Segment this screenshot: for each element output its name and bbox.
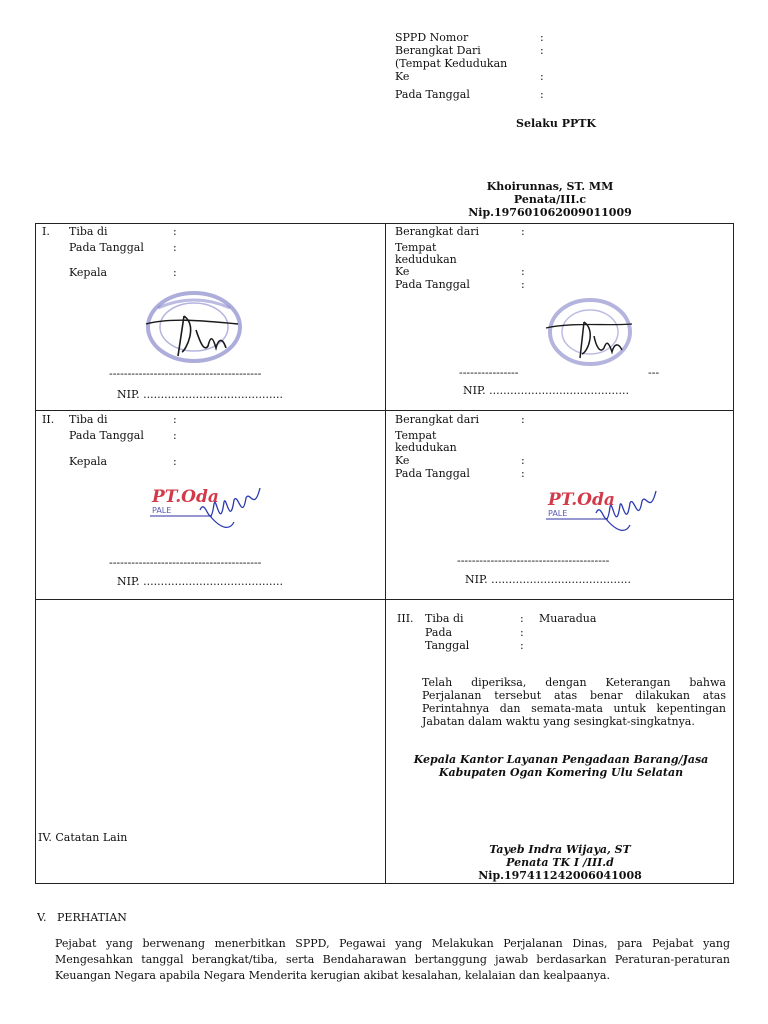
colon: : xyxy=(540,44,544,57)
label-tanggal: Tanggal xyxy=(425,639,470,652)
label-ke: Ke xyxy=(395,454,410,467)
label-sppd-nomor: SPPD Nomor xyxy=(395,31,469,44)
official-rank: Penata TK I /III.d xyxy=(506,856,614,869)
label-ke: Ke xyxy=(395,265,410,278)
label-tempat: Tempat xyxy=(395,241,437,254)
perhatian-text: Pejabat yang berwenang menerbitkan SPPD, Pegawai yang Melakukan Perjalanan Dinas, para Pejabat yang Mengesahkan tanggal berangkat/tiba, serta Bendaharawan bertanggung jawab berdasarkan Peraturan-peraturan Keuangan Negara apabila Negara Menderita kerugian akibat kesalahan, kelalaian dan kealpaanya. xyxy=(55,937,730,982)
colon: : xyxy=(520,626,524,639)
pptk-nip: Nip.197601062009011009 xyxy=(468,206,632,219)
label-pada-tanggal: Pada Tanggal xyxy=(69,429,144,442)
column-divider xyxy=(385,223,386,884)
label-tempat: Tempat xyxy=(395,429,437,442)
nip-left: NIP. ........................................ xyxy=(117,575,283,588)
colon: : xyxy=(540,31,544,44)
signature-line: ----------------------------------------- xyxy=(109,367,262,380)
colon: : xyxy=(540,88,544,101)
colon: : xyxy=(173,429,177,442)
label-kepala: Kepala xyxy=(69,455,108,468)
colon: : xyxy=(173,225,177,238)
tiba-di-value: Muaradua xyxy=(539,612,597,625)
label-pada-tanggal: Pada Tanggal xyxy=(395,467,470,480)
perhatian-label: V. PERHATIAN xyxy=(37,911,127,924)
company-stamp-icon xyxy=(546,485,658,545)
signature-line-part: ---------------- xyxy=(459,366,519,379)
row-divider xyxy=(35,410,734,411)
colon: : xyxy=(521,467,525,480)
nip-right: NIP. ........................................ xyxy=(463,384,629,397)
round-stamp-icon xyxy=(536,296,636,370)
label-ke: Ke xyxy=(395,70,410,83)
colon: : xyxy=(173,266,177,279)
label-berangkat-dari: Berangkat Dari xyxy=(395,44,481,57)
section-number: I. xyxy=(42,225,50,238)
stamp-text-bottom: PALE xyxy=(548,509,568,518)
colon: : xyxy=(520,639,524,652)
nip-left: NIP. ........................................ xyxy=(117,388,283,401)
label-tiba-di: Tiba di xyxy=(69,225,108,238)
nip-right: NIP. ........................................ xyxy=(465,573,631,586)
catatan-lain-label: IV. Catatan Lain xyxy=(38,831,128,844)
colon: : xyxy=(540,70,544,83)
selaku-pptk: Selaku PPTK xyxy=(516,117,596,130)
pptk-name: Khoirunnas, ST. MM xyxy=(486,180,614,193)
round-stamp-icon xyxy=(138,290,246,364)
verification-statement: Telah diperiksa, dengan Keterangan bahwa Perjalanan tersebut atas benar dilakukan atas Perintahnya dan semata-mata untuk kepentingan Jabatan dalam waktu yang sesingkat-singkatnya. xyxy=(422,676,726,728)
stamp-text-top: PT.Oda xyxy=(548,490,615,510)
signature-line: ----------------------------------------- xyxy=(457,554,610,567)
label-kedudukan: kedudukan xyxy=(395,253,457,266)
company-stamp-icon xyxy=(150,482,262,542)
label-pada-tanggal: Pada Tanggal xyxy=(395,278,470,291)
pptk-rank: Penata/III.c xyxy=(513,193,587,206)
label-tiba-di: Tiba di xyxy=(425,612,464,625)
colon: : xyxy=(521,454,525,467)
label-kedudukan: kedudukan xyxy=(395,441,457,454)
label-berangkat-dari: Berangkat dari xyxy=(395,225,480,238)
colon: : xyxy=(173,413,177,426)
colon: : xyxy=(520,612,524,625)
label-pada-tanggal: Pada Tanggal xyxy=(69,241,144,254)
label-tempat-kedudukan: (Tempat Kedudukan xyxy=(395,57,508,70)
signature-line: ----------------------------------------- xyxy=(109,556,262,569)
colon: : xyxy=(521,265,525,278)
colon: : xyxy=(521,225,525,238)
row-divider xyxy=(35,599,734,600)
label-berangkat-dari: Berangkat dari xyxy=(395,413,480,426)
colon: : xyxy=(521,278,525,291)
official-name: Tayeb Indra Wijaya, ST xyxy=(489,843,631,856)
signature-line-part: --- xyxy=(648,366,660,379)
colon: : xyxy=(173,455,177,468)
label-pada: Pada xyxy=(425,626,453,639)
label-tiba-di: Tiba di xyxy=(69,413,108,426)
official-nip: Nip.197411242006041008 xyxy=(478,869,642,882)
label-pada-tanggal: Pada Tanggal xyxy=(395,88,470,101)
section-number: II. xyxy=(42,413,55,426)
office-title-line2: Kabupaten Ogan Komering Ulu Selatan xyxy=(438,766,684,779)
colon: : xyxy=(173,241,177,254)
office-title-line1: Kepala Kantor Layanan Pengadaan Barang/Jasa xyxy=(413,753,709,766)
section-number: III. xyxy=(397,612,414,625)
label-kepala: Kepala xyxy=(69,266,108,279)
stamp-text-top: PT.Oda xyxy=(152,487,219,507)
colon: : xyxy=(521,413,525,426)
stamp-text-bottom: PALE xyxy=(152,506,172,515)
